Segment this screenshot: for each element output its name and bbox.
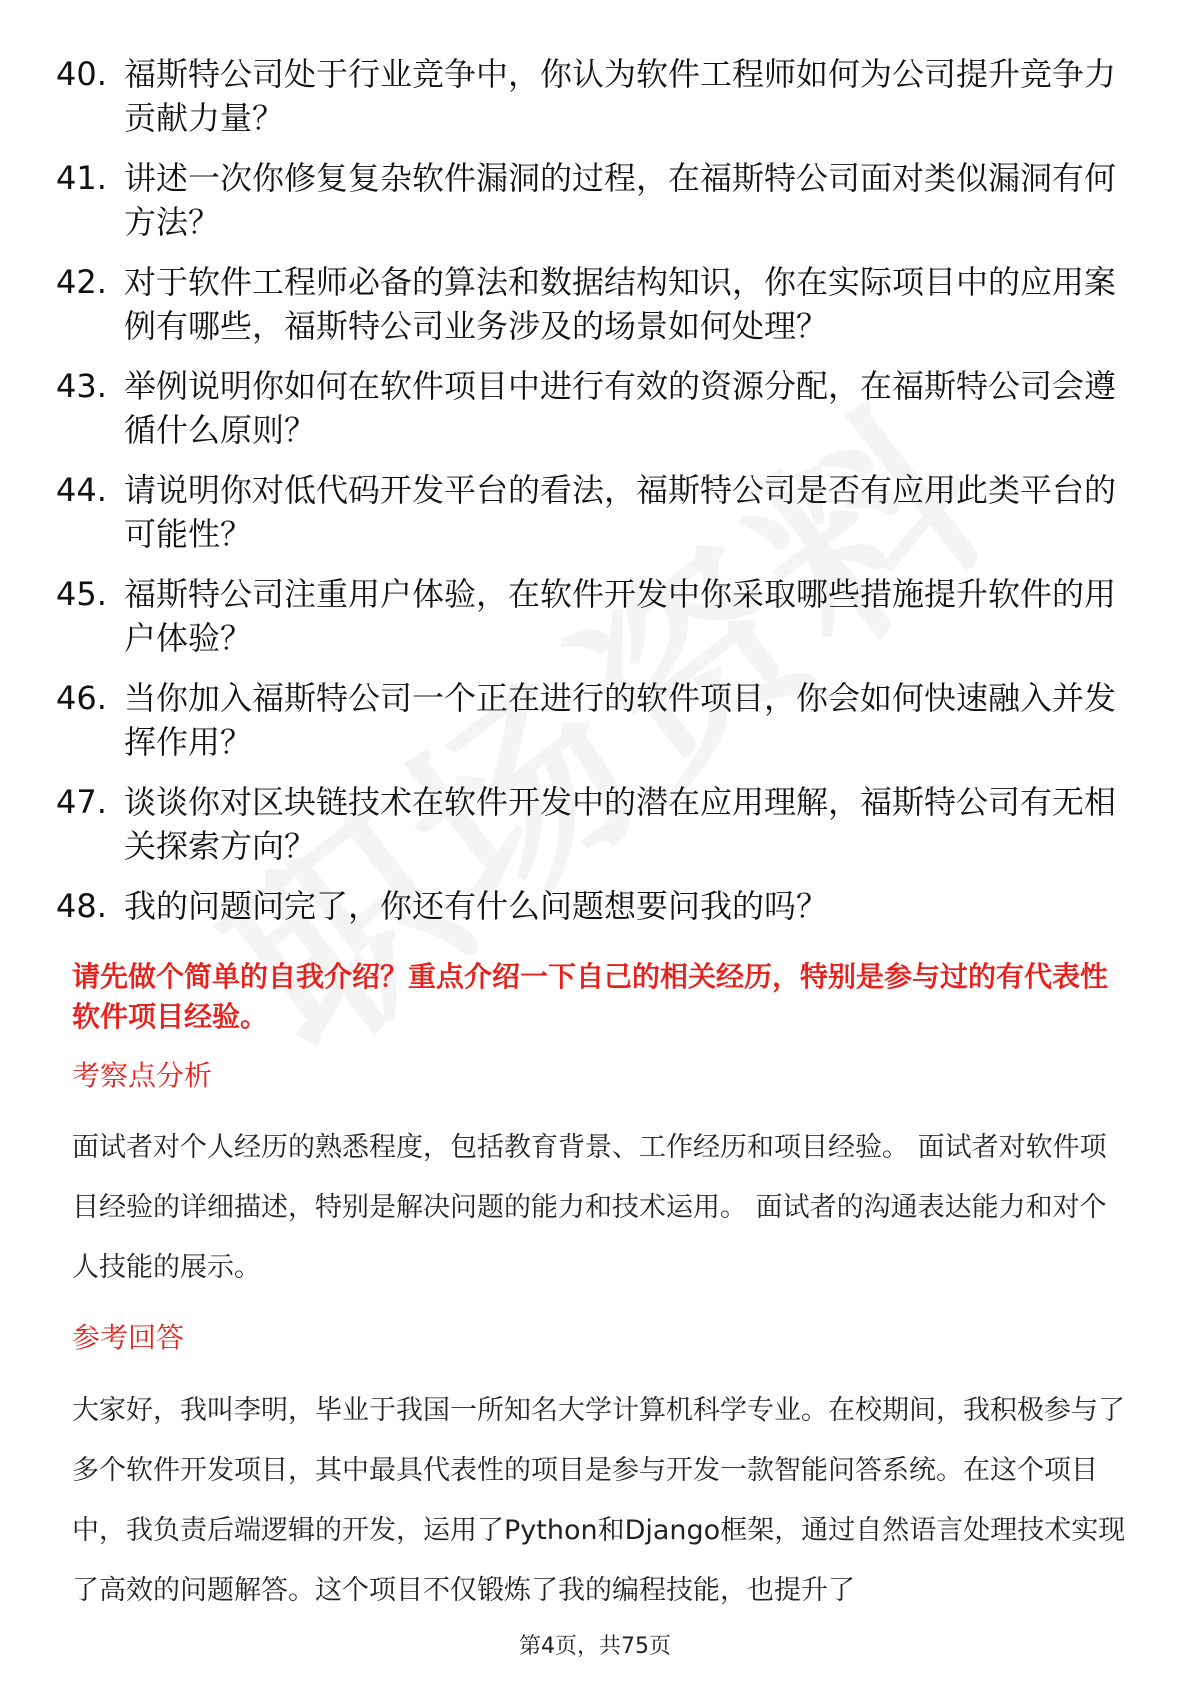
analysis-text: 面试者对个人经历的熟悉程度，包括教育背景、工作经历和项目经验。 面试者对软件项目经验的详细描述，特别是解决问题的能力和技术运用。 面试者的沟通表达能力和对个人技能的展示。 [72,1132,1107,1283]
item-text: 福斯特公司注重用户体验，在软件开发中你采取哪些措施提升软件的用户体验？ [124,575,1117,657]
section-question: 请先做个简单的自我介绍？重点介绍一下自己的相关经历，特别是参与过的有代表性软件项目经验。 [72,960,1109,1033]
list-item [56,572,1116,660]
item-text: 请说明你对低代码开发平台的看法，福斯特公司是否有应用此类平台的可能性？ [124,471,1117,553]
item-number: 48. [56,887,107,925]
question-list [56,52,1116,944]
list-item [56,52,1116,140]
item-number: 46. [56,679,107,717]
list-item [56,364,1116,452]
list-item [56,676,1116,764]
item-number: 44. [56,471,107,509]
item-number: 40. [56,55,107,93]
item-text: 举例说明你如何在软件项目中进行有效的资源分配，在福斯特公司会遵循什么原则？ [124,367,1117,449]
item-number: 45. [56,575,107,613]
item-number: 41. [56,159,107,197]
item-text: 谈谈你对区块链技术在软件开发中的潜在应用理解，福斯特公司有无相关探索方向？ [124,783,1117,865]
list-item [56,780,1116,868]
item-number: 42. [56,263,107,301]
list-item [56,156,1116,244]
item-number: 43. [56,367,107,405]
list-item [56,260,1116,348]
page-footer: 第4页，共75页 [519,1634,671,1659]
item-text: 我的问题问完了，你还有什么问题想要问我的吗？ [124,887,829,925]
item-text: 当你加入福斯特公司一个正在进行的软件项目，你会如何快速融入并发挥作用？ [124,679,1117,761]
list-item [56,468,1116,556]
answer-heading: 参考回答 [72,1321,185,1354]
item-text: 对于软件工程师必备的算法和数据结构知识，你在实际项目中的应用案例有哪些，福斯特公司业务涉及的场景如何处理？ [124,263,1117,345]
analysis-heading: 考察点分析 [72,1059,213,1092]
list-item [56,884,1116,928]
item-text: 讲述一次你修复复杂软件漏洞的过程，在福斯特公司面对类似漏洞有何方法？ [124,159,1117,241]
item-number: 47. [56,783,107,821]
item-text: 福斯特公司处于行业竞争中，你认为软件工程师如何为公司提升竞争力贡献力量？ [124,55,1117,137]
answer-text: 大家好，我叫李明，毕业于我国一所知名大学计算机科学专业。在校期间，我积极参与了多个软件开发项目，其中最具代表性的项目是参与开发一款智能问答系统。在这个项目中，我负责后端逻辑的开发，运用了Python和Django框架，通过自然语言处理技术实现了高效的问题解答。这个项目不仅锻炼了我的编程技能，也提升了 [72,1395,1126,1606]
